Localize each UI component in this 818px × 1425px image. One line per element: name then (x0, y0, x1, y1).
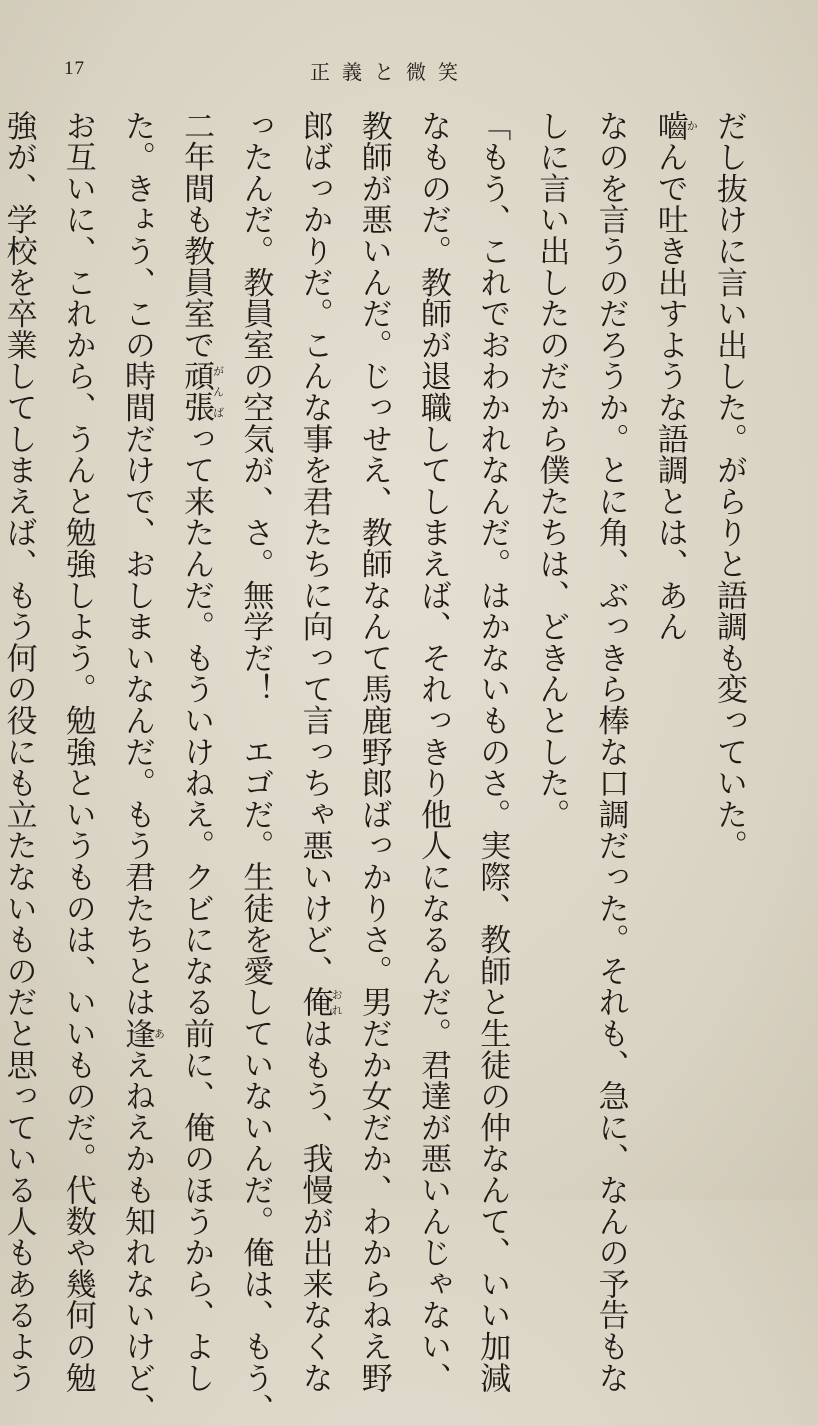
furigana: 逢あ (118, 1017, 166, 1050)
furigana: 俺おれ (296, 986, 344, 1018)
text-line: 二年間も教員室で頑張がんばって来たんだ。もういけねえ。クビになる前に、俺のほうから、よし (178, 110, 225, 1394)
text-line: なものだ。教師が退職してしまえば、それっきり他人になるんだ。君達が悪いんじゃない、 (414, 110, 451, 1394)
text-line: 強が、学校を卒業してしまえば、もう何の役にも立たないものだと思っている人もあるよう (0, 110, 37, 1394)
text-line: 郎ばっかりだ。こんな事を君たちに向って言っちゃ悪いけど、俺おれはもう、我慢が出来なくな (296, 110, 344, 1394)
running-title: 正義と微笑 (310, 60, 470, 84)
page-number: 17 (64, 58, 85, 79)
text-line: 教師が悪いんだ。じっせえ、教師なんて馬鹿野郎ばっかりさ。男だか女だか、わからねえ野 (355, 110, 392, 1394)
text-line: なのを言うのだろうか。とに角、ぶっきら棒な口調だった。それも、急に、なんの予告もな (592, 110, 629, 1394)
text-line: お互いに、これから、うんと勉強しよう。勉強というものは、いいものだ。代数や幾何の勉 (59, 110, 96, 1394)
furigana: 嚙か (651, 110, 699, 142)
text-line: た。きょう、この時間だけで、おしまいなんだ。もう君たちとは逢あえねえかも知れないけど、 (118, 110, 166, 1425)
text-line: しに言い出したのだから僕たちは、どきんとした。 (533, 110, 570, 830)
text-line: 嚙かんで吐き出すような語調とは、あん (651, 110, 699, 643)
text-line: 「もう、これでおわかれなんだ。はかないものさ。実際、教師と生徒の仲なんて、いい加減 (474, 110, 511, 1394)
text-line: だし抜けに言い出した。がらりと語調も変っていた。 (711, 110, 747, 862)
furigana: 頑張がんば (178, 360, 225, 424)
body-text (0, 110, 758, 1425)
text-line: ったんだ。教員室の空気が、さ。無学だ！ エゴだ。生徒を愛していないんだ。俺は、もう、 (237, 110, 274, 1425)
